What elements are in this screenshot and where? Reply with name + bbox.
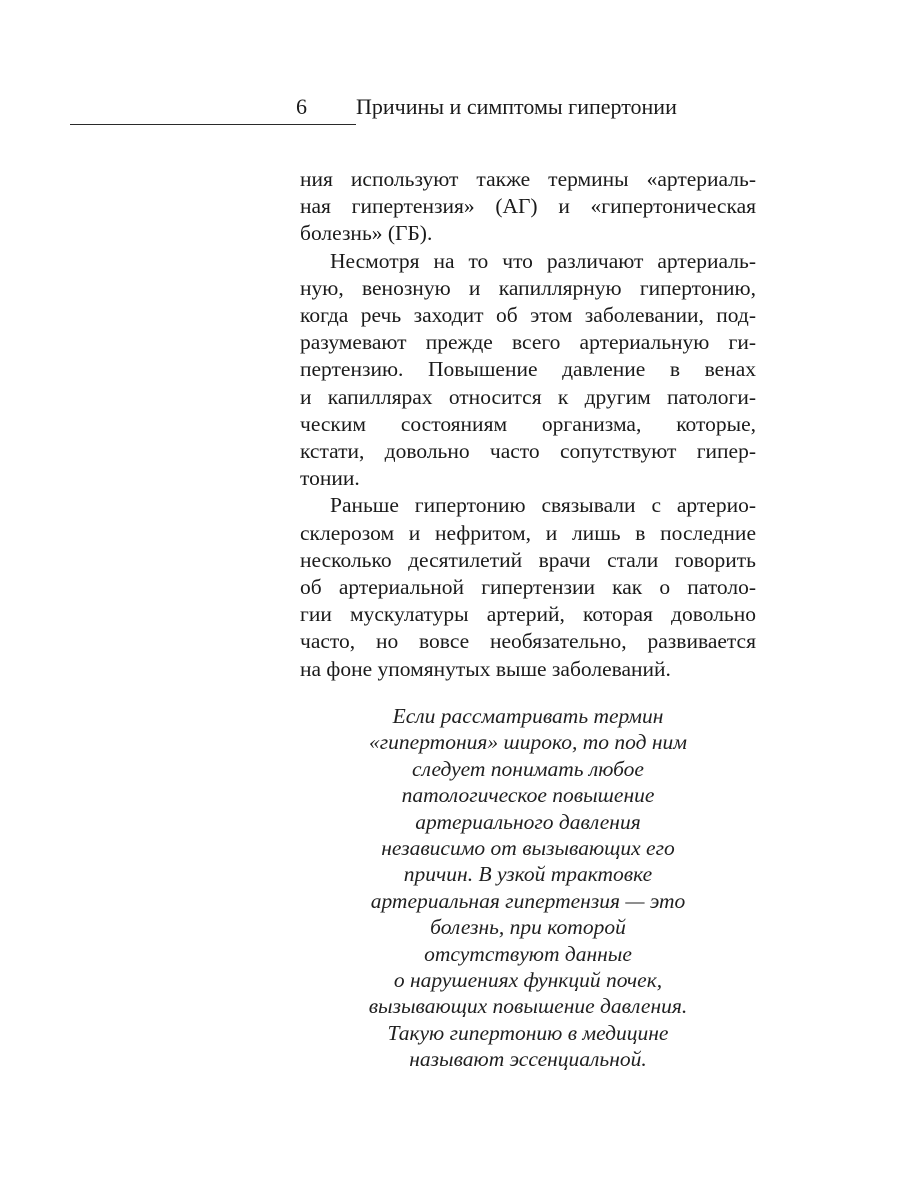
callout-line: болезнь, при которой <box>430 915 626 940</box>
text-line: часто, но вовсе необязательно, развивается <box>300 629 756 654</box>
paragraph-3 <box>300 492 756 682</box>
text-line: ную, венозную и капиллярную гипертонию, <box>300 275 756 300</box>
page-header <box>0 92 900 132</box>
callout-line: артериальная гипертензия — это <box>370 888 686 913</box>
callout-line: артериального давления <box>415 809 641 834</box>
text-line: когда речь заходит об этом заболевании, под- <box>300 303 756 328</box>
callout-line: «гипертония» широко, то под ним <box>369 730 687 755</box>
text-line: ния используют также термины «артериаль- <box>300 167 756 191</box>
header-rule <box>70 124 356 125</box>
paragraph-1 <box>300 166 756 248</box>
text-line: гии мускулатуры артерий, которая довольно <box>300 602 756 627</box>
text-line: на фоне упомянутых выше заболеваний. <box>300 656 671 681</box>
callout-line: следует понимать любое <box>412 756 644 781</box>
text-line: Раньше гипертонию связывали с артерио- <box>330 493 756 518</box>
text-line: Несмотря на то что различают артериаль- <box>330 248 756 273</box>
callout-line: называют эссенциальной. <box>409 1047 647 1072</box>
running-title: Причины и симптомы гипертонии <box>356 94 677 119</box>
paragraph-2 <box>300 248 756 493</box>
italic-callout <box>300 703 756 1073</box>
text-line: несколько десятилетий врачи стали говорить <box>300 547 756 572</box>
callout-line: о нарушениях функций почек, <box>393 968 663 993</box>
text-line: и капиллярах относится к другим патологи- <box>300 384 756 409</box>
text-line: тонии. <box>300 466 360 491</box>
callout-line: патологическое повышение <box>401 783 655 808</box>
text-line: разумевают прежде всего артериальную ги- <box>300 330 756 355</box>
callout-line: Такую гипертонию в медицине <box>387 1020 669 1045</box>
text-line: ческим состояниям организма, которые, <box>300 411 756 436</box>
callout-line: Если рассматривать термин <box>392 704 664 728</box>
page-number: 6 <box>296 94 307 119</box>
text-line: ная гипертензия» (АГ) и «гипертоническая <box>300 194 756 219</box>
text-line: об артериальной гипертензии как о патоло- <box>300 575 756 600</box>
text-line: кстати, довольно часто сопутствуют гипер- <box>300 439 756 464</box>
text-line: болезнь» (ГБ). <box>300 221 433 246</box>
text-line: пертензию. Повышение давление в венах <box>300 357 756 382</box>
body-text <box>300 166 756 683</box>
callout-line: причин. В узкой трактовке <box>403 862 653 887</box>
callout-line: вызывающих повышение давления. <box>368 994 688 1019</box>
callout-line: отсутствуют данные <box>424 941 632 966</box>
callout-line: независимо от вызывающих его <box>381 836 675 861</box>
text-line: склерозом и нефритом, и лишь в последние <box>300 520 756 545</box>
